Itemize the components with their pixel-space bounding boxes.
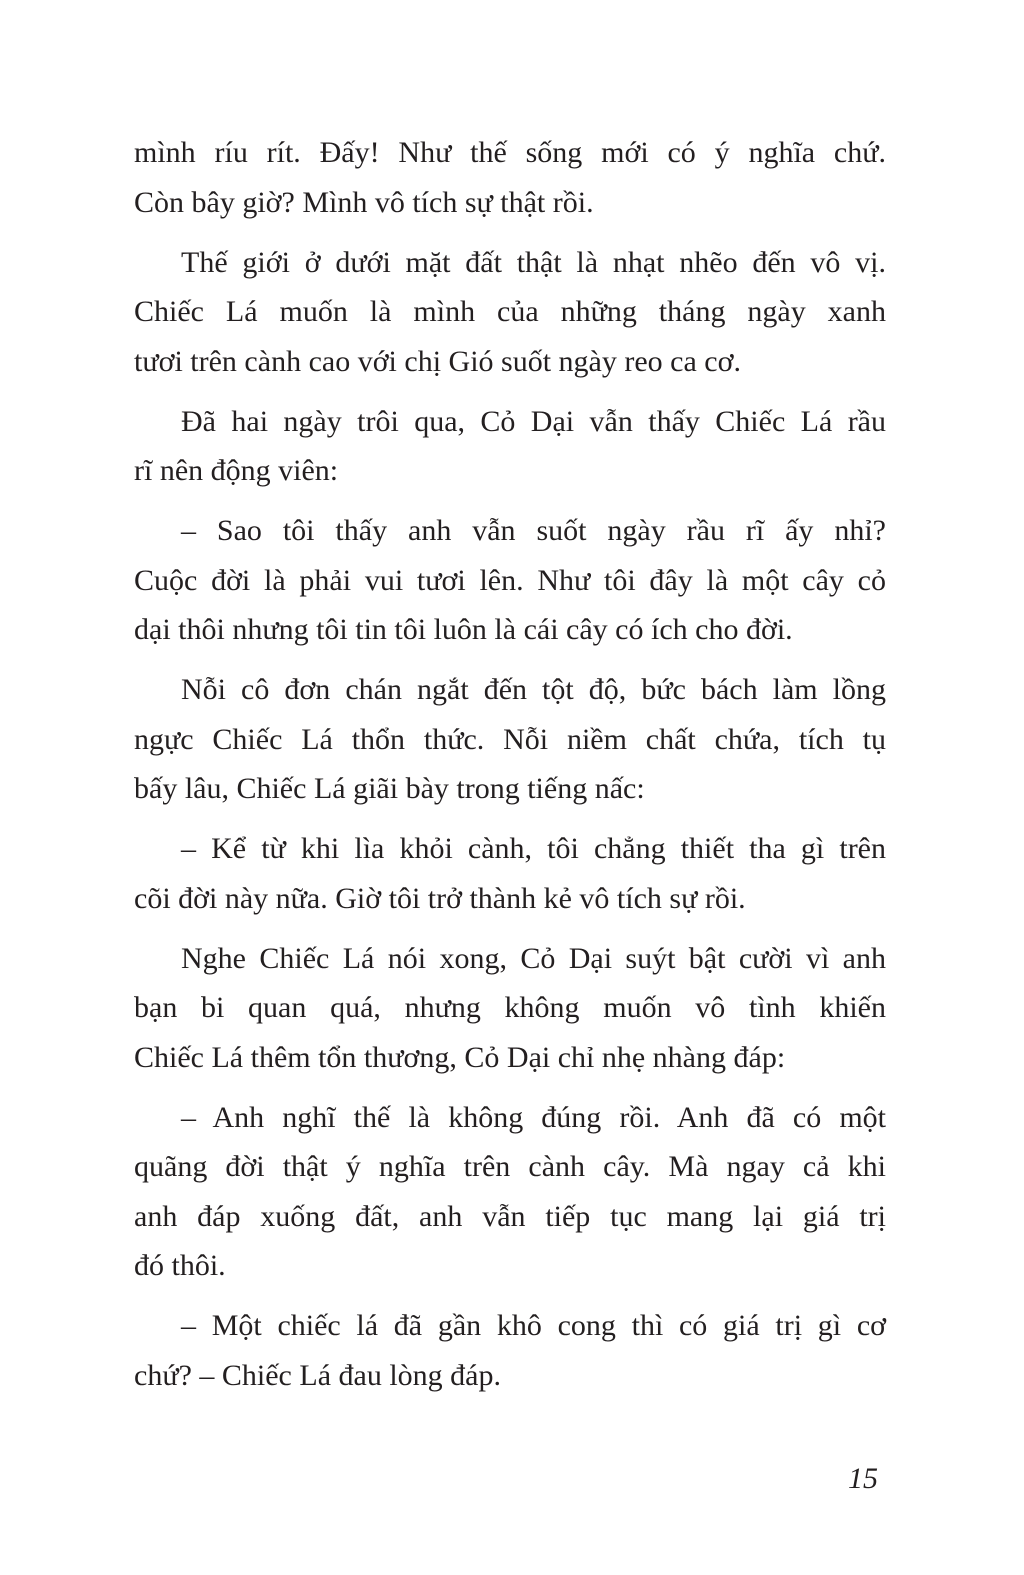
- text-line: – Anh nghĩ thế là không đúng rồi. Anh đã có một: [181, 1100, 886, 1134]
- text-line: Thế giới ở dưới mặt đất thật là nhạt nhẽo đến vô vị.: [181, 245, 886, 279]
- paragraph: [134, 665, 886, 814]
- text-line: cõi đời này nữa. Giờ tôi trở thành kẻ vô tích sự rồi.: [134, 881, 746, 915]
- paragraph: [134, 397, 886, 496]
- text-line: mình ríu rít. Đấy! Như thế sống mới có ý nghĩa chứ.: [134, 136, 886, 169]
- text-line: Nghe Chiếc Lá nói xong, Cỏ Dại suýt bật cười vì anh: [181, 941, 886, 975]
- text-line: Nỗi cô đơn chán ngắt đến tột độ, bức bách làm lồng: [181, 673, 886, 706]
- text-line: Còn bây giờ? Mình vô tích sự thật rồi.: [134, 185, 594, 219]
- paragraph: [134, 1301, 886, 1400]
- text-line: đó thôi.: [134, 1249, 226, 1282]
- text-line: Chiếc Lá muốn là mình của những tháng ngày xanh: [134, 295, 886, 328]
- paragraph: [134, 1093, 886, 1291]
- text-line: quãng đời thật ý nghĩa trên cành cây. Mà ngay cả khi: [134, 1150, 886, 1183]
- paragraph: [134, 128, 886, 227]
- body-text: [134, 128, 886, 1411]
- text-line: Chiếc Lá thêm tổn thương, Cỏ Dại chỉ nhẹ nhàng đáp:: [134, 1040, 786, 1074]
- paragraph: [134, 506, 886, 655]
- text-line: bấy lâu, Chiếc Lá giãi bày trong tiếng nấc:: [134, 772, 645, 805]
- text-line: – Kể từ khi lìa khỏi cành, tôi chẳng thiết tha gì trên: [181, 832, 886, 865]
- text-line: dại thôi nhưng tôi tin tôi luôn là cái cây có ích cho đời.: [134, 613, 793, 646]
- text-line: – Sao tôi thấy anh vẫn suốt ngày rầu rĩ ấy nhỉ?: [181, 514, 886, 547]
- text-line: Đã hai ngày trôi qua, Cỏ Dại vẫn thấy Chiếc Lá rầu: [181, 404, 886, 438]
- text-line: chứ? – Chiếc Lá đau lòng đáp.: [134, 1358, 501, 1392]
- text-line: – Một chiếc lá đã gần khô cong thì có giá trị gì cơ: [181, 1309, 886, 1342]
- text-line: rĩ nên động viên:: [134, 454, 339, 487]
- text-line: tươi trên cành cao với chị Gió suốt ngày reo ca cơ.: [134, 344, 741, 378]
- text-line: bạn bi quan quá, nhưng không muốn vô tình khiến: [134, 991, 886, 1024]
- text-line: ngực Chiếc Lá thổn thức. Nỗi niềm chất chứa, tích tụ: [134, 722, 886, 756]
- paragraph: [134, 824, 886, 923]
- paragraph: [134, 934, 886, 1083]
- text-line: Cuộc đời là phải vui tươi lên. Như tôi đây là một cây cỏ: [134, 563, 886, 597]
- paragraph: [134, 238, 886, 387]
- page-number: 15: [848, 1462, 878, 1495]
- text-line: anh đáp xuống đất, anh vẫn tiếp tục mang lại giá trị: [134, 1199, 886, 1233]
